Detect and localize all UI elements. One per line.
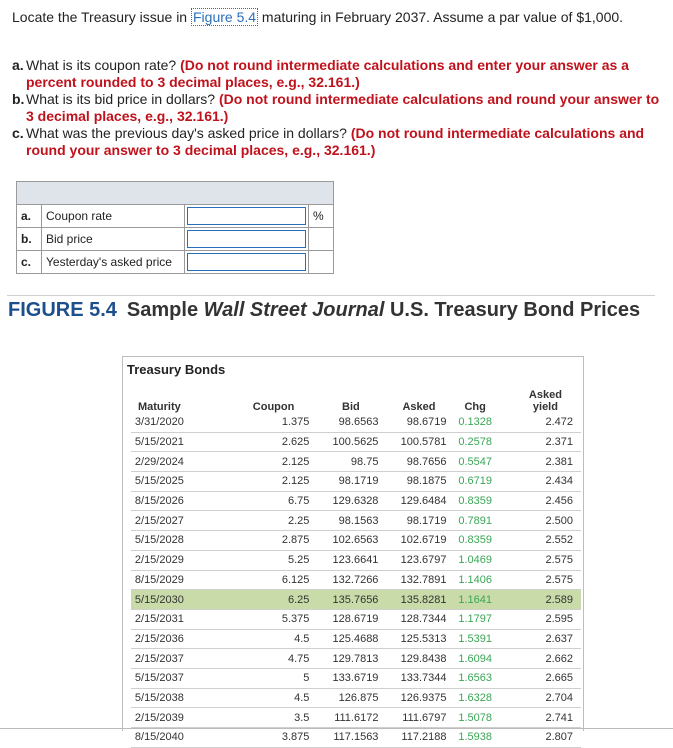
answer-label: Yesterday's asked price: [42, 251, 185, 274]
question-b: [12, 91, 662, 125]
cell-yield: 2.665: [500, 668, 581, 688]
cell-asked: 128.7344: [381, 609, 450, 629]
cell-yield: 2.552: [500, 531, 581, 551]
cell-bid: 125.4688: [313, 629, 381, 649]
cell-asked: 117.2188: [381, 728, 450, 748]
cell-chg: 1.5078: [450, 708, 499, 728]
question-text: What is its bid price in dollars?: [26, 91, 219, 107]
col-asked: Asked: [402, 401, 436, 413]
question-c: [12, 125, 662, 159]
cell-coupon: 2.125: [188, 472, 314, 492]
question-text: What was the previous day's asked price in dollars?: [26, 125, 351, 141]
cell-bid: 111.6172: [313, 708, 381, 728]
cell-asked: 125.5313: [381, 629, 450, 649]
problem-intro: [12, 9, 662, 26]
col-coupon: Coupon: [252, 401, 295, 413]
figure-number: FIGURE 5.4: [8, 299, 117, 321]
cell-bid: 128.6719: [313, 609, 381, 629]
table-row: [131, 708, 581, 728]
figure-title-italic: Wall Street Journal: [203, 299, 385, 321]
bottom-border: [0, 728, 673, 729]
col-bid: Bid: [342, 401, 360, 413]
cell-coupon: 5.25: [188, 550, 314, 570]
table-row: [131, 531, 581, 551]
cell-maturity: 8/15/2026: [131, 491, 188, 511]
table-row: [131, 472, 581, 492]
cell-maturity: 5/15/2037: [131, 668, 188, 688]
table-row: [131, 609, 581, 629]
cell-coupon: 3.875: [188, 728, 314, 748]
table-row: [131, 728, 581, 748]
cell-yield: 2.595: [500, 609, 581, 629]
cell-chg: 0.1328: [450, 413, 499, 432]
cell-maturity: 2/15/2027: [131, 511, 188, 531]
answer-row-bid-price: [17, 228, 334, 251]
cell-chg: 1.6563: [450, 668, 499, 688]
table-row: [131, 491, 581, 511]
answer-row-yesterday-asked: [17, 251, 334, 274]
cell-asked: 129.6484: [381, 491, 450, 511]
col-asked-yield-line1: Asked: [528, 389, 562, 401]
cell-bid: 98.75: [313, 452, 381, 472]
cell-yield: 2.500: [500, 511, 581, 531]
col-asked-yield-line2: yield: [532, 401, 558, 413]
cell-chg: 1.1406: [450, 570, 499, 590]
cell-coupon: 5: [188, 668, 314, 688]
question-text: What is its coupon rate?: [26, 57, 181, 73]
col-maturity: Maturity: [137, 401, 181, 413]
table-row: [131, 432, 581, 452]
treasury-bonds-figure: [122, 356, 584, 744]
table-row: [131, 550, 581, 570]
cell-bid: 126.875: [313, 688, 381, 708]
cell-coupon: 2.25: [188, 511, 314, 531]
cell-asked: 98.1719: [381, 511, 450, 531]
cell-asked: 98.7656: [381, 452, 450, 472]
cell-yield: 2.662: [500, 649, 581, 669]
cell-chg: 0.6719: [450, 472, 499, 492]
cell-maturity: 2/15/2029: [131, 550, 188, 570]
bonds-title: Treasury Bonds: [127, 362, 226, 377]
cell-bid: 102.6563: [313, 531, 381, 551]
cell-maturity: 8/15/2029: [131, 570, 188, 590]
cell-bid: 123.6641: [313, 550, 381, 570]
table-row: [131, 649, 581, 669]
cell-yield: 2.589: [500, 590, 581, 610]
cell-maturity: 5/15/2021: [131, 432, 188, 452]
cell-chg: 1.0469: [450, 550, 499, 570]
cell-chg: 1.1797: [450, 609, 499, 629]
cell-bid: 132.7266: [313, 570, 381, 590]
cell-asked: 123.6797: [381, 550, 450, 570]
cell-yield: 2.456: [500, 491, 581, 511]
cell-chg: 0.8359: [450, 491, 499, 511]
cell-coupon: 3.5: [188, 708, 314, 728]
cell-coupon: 4.5: [188, 688, 314, 708]
answer-letter: c.: [17, 251, 42, 274]
cell-yield: 2.704: [500, 688, 581, 708]
cell-asked: 98.6719: [381, 413, 450, 432]
cell-bid: 133.6719: [313, 668, 381, 688]
cell-maturity: 5/15/2030: [131, 590, 188, 610]
figure-link[interactable]: Figure 5.4: [193, 9, 257, 25]
question-a: [12, 57, 662, 91]
cell-asked: 135.8281: [381, 590, 450, 610]
cell-chg: 1.6094: [450, 649, 499, 669]
col-chg: Chg: [464, 401, 486, 413]
cell-maturity: 8/15/2040: [131, 728, 188, 748]
divider: [7, 295, 655, 296]
question-list: [12, 57, 662, 159]
table-row: [131, 688, 581, 708]
table-row: [131, 629, 581, 649]
cell-maturity: 2/29/2024: [131, 452, 188, 472]
cell-asked: 126.9375: [381, 688, 450, 708]
cell-coupon: 2.125: [188, 452, 314, 472]
cell-yield: 2.637: [500, 629, 581, 649]
intro-text-start: Locate the Treasury issue in: [12, 9, 191, 25]
answer-table-header: [17, 182, 334, 205]
cell-yield: 2.434: [500, 472, 581, 492]
cell-chg: 0.5547: [450, 452, 499, 472]
answer-label: Bid price: [42, 228, 185, 251]
cell-chg: 0.7891: [450, 511, 499, 531]
cell-asked: 102.6719: [381, 531, 450, 551]
cell-maturity: 2/15/2039: [131, 708, 188, 728]
cell-bid: 135.7656: [313, 590, 381, 610]
cell-coupon: 4.5: [188, 629, 314, 649]
table-row: [131, 452, 581, 472]
cell-chg: 1.1641: [450, 590, 499, 610]
cell-maturity: 2/15/2036: [131, 629, 188, 649]
cell-bid: 98.6563: [313, 413, 381, 432]
question-instruction: (Do not round intermediate calculations and enter your answer as a percent rounded to 3 decimal places, e.g., 32.161.): [26, 57, 629, 90]
cell-chg: 0.8359: [450, 531, 499, 551]
cell-yield: 2.807: [500, 728, 581, 748]
cell-yield: 2.741: [500, 708, 581, 728]
coupon-rate-input[interactable]: [187, 207, 306, 225]
cell-coupon: 4.75: [188, 649, 314, 669]
cell-yield: 2.371: [500, 432, 581, 452]
intro-text-end: maturing in February 2037. Assume a par value of $1,000.: [258, 9, 624, 25]
cell-coupon: 5.375: [188, 609, 314, 629]
yesterday-asked-price-input[interactable]: [187, 253, 306, 271]
cell-coupon: 2.875: [188, 531, 314, 551]
figure-title-part1: Sample: [126, 299, 204, 321]
cell-maturity: 5/15/2028: [131, 531, 188, 551]
cell-maturity: 5/15/2025: [131, 472, 188, 492]
answer-label: Coupon rate: [42, 205, 185, 228]
percent-unit: %: [309, 205, 334, 228]
cell-coupon: 1.375: [188, 413, 314, 432]
bid-price-input[interactable]: [187, 230, 306, 248]
cell-maturity: 2/15/2037: [131, 649, 188, 669]
figure-title-part2: U.S. Treasury Bond Prices: [384, 299, 641, 321]
answer-unit: [309, 228, 334, 251]
cell-asked: 133.7344: [381, 668, 450, 688]
cell-asked: 98.1875: [381, 472, 450, 492]
cell-bid: 100.5625: [313, 432, 381, 452]
cell-bid: 117.1563: [313, 728, 381, 748]
answer-row-coupon-rate: [17, 205, 334, 228]
col-asked-yield: [500, 381, 581, 413]
answer-unit: [309, 251, 334, 274]
table-row: [131, 590, 581, 610]
question-letter: c.: [12, 125, 24, 141]
cell-coupon: 6.25: [188, 590, 314, 610]
cell-yield: 2.575: [500, 570, 581, 590]
cell-bid: 129.6328: [313, 491, 381, 511]
bonds-header-row: [131, 381, 581, 413]
cell-asked: 111.6797: [381, 708, 450, 728]
cell-yield: 2.472: [500, 413, 581, 432]
cell-asked: 100.5781: [381, 432, 450, 452]
cell-asked: 132.7891: [381, 570, 450, 590]
cell-coupon: 6.75: [188, 491, 314, 511]
figure-title: [8, 298, 668, 322]
cell-bid: 98.1563: [313, 511, 381, 531]
answer-letter: b.: [17, 228, 42, 251]
question-letter: b.: [12, 91, 25, 107]
cell-coupon: 2.625: [188, 432, 314, 452]
answer-letter: a.: [17, 205, 42, 228]
cell-coupon: 6.125: [188, 570, 314, 590]
table-row: [131, 511, 581, 531]
cell-yield: 2.575: [500, 550, 581, 570]
question-instruction: (Do not round intermediate calculations and round your answer to 3 decimal places, e.g., 32.161.): [26, 91, 660, 124]
cell-maturity: 2/15/2031: [131, 609, 188, 629]
cell-yield: 2.381: [500, 452, 581, 472]
question-instruction: (Do not round intermediate calculations and round your answer to 3 decimal places, e.g., 32.161.): [26, 125, 645, 158]
cell-bid: 98.1719: [313, 472, 381, 492]
cell-bid: 129.7813: [313, 649, 381, 669]
question-letter: a.: [12, 57, 24, 73]
cell-chg: 1.5938: [450, 728, 499, 748]
cell-chg: 1.6328: [450, 688, 499, 708]
cell-chg: 0.2578: [450, 432, 499, 452]
cell-maturity: 3/31/2020: [131, 413, 188, 432]
table-row: [131, 413, 581, 432]
cell-asked: 129.8438: [381, 649, 450, 669]
cell-chg: 1.5391: [450, 629, 499, 649]
answer-table: [16, 181, 334, 274]
bonds-table: [131, 381, 581, 748]
table-row: [131, 570, 581, 590]
cell-maturity: 5/15/2038: [131, 688, 188, 708]
table-row: [131, 668, 581, 688]
